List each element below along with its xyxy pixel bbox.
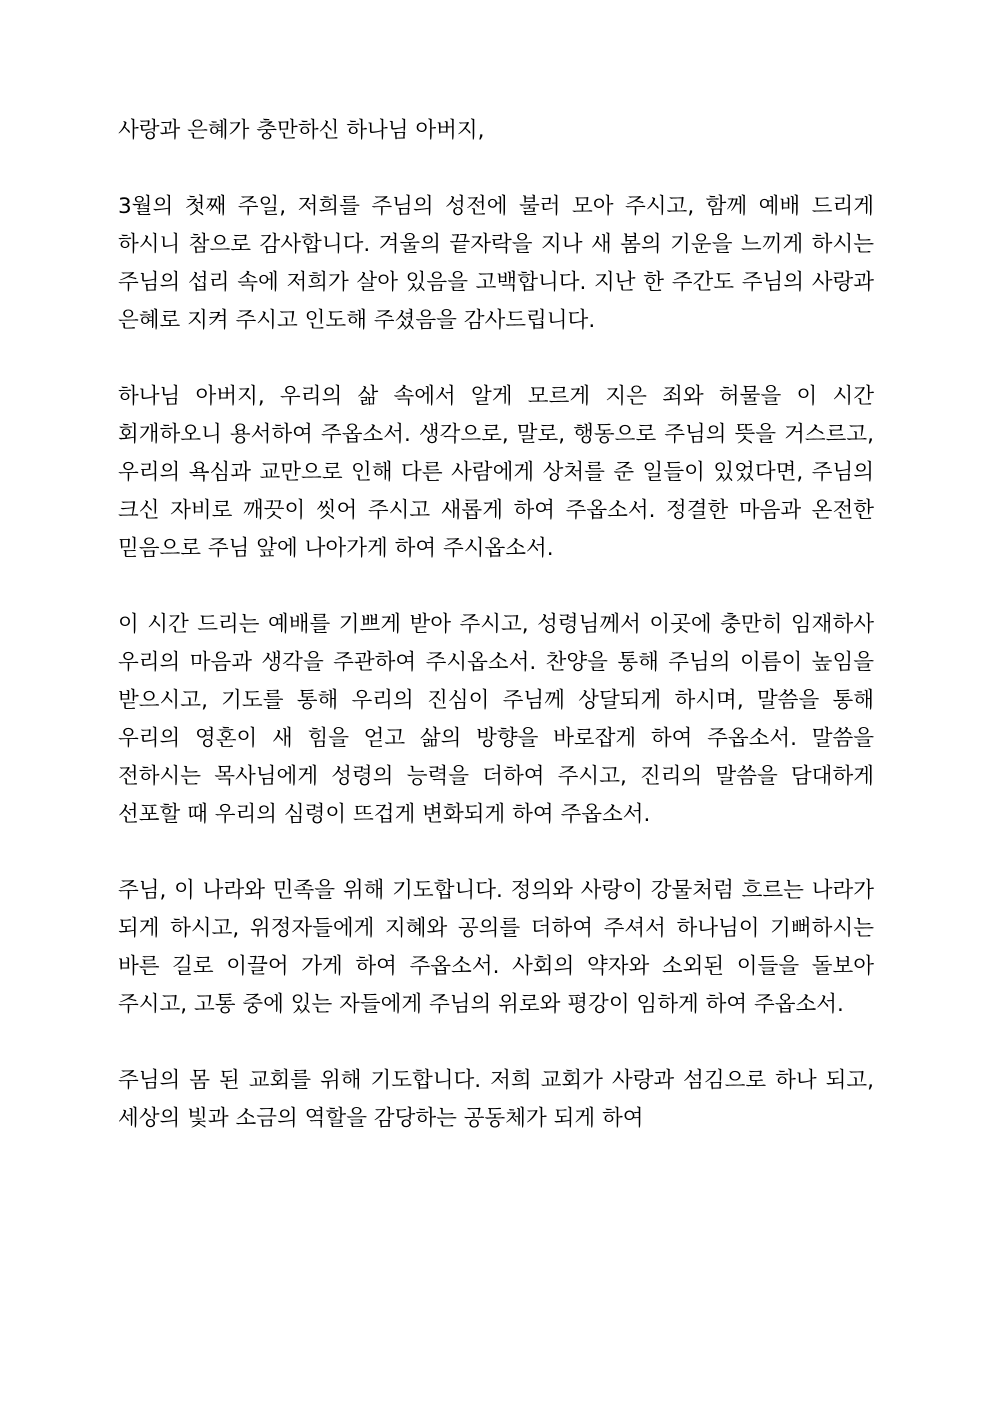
paragraph-repentance: 하나님 아버지, 우리의 삶 속에서 알게 모르게 지은 죄와 허물을 이 시간 회개하오니 용서하여 주옵소서. 생각으로, 말로, 행동으로 주님의 뜻을 거스르고, 우리의 욕심과 교만으로 인해 다른 사람에게 상처를 준 일들이 있었다면, 주님의 크신 자비로 깨끗이 씻어 주시고 새롭게 하여 주옵소서. 정결한 마음과 온전한 믿음으로 주님 앞에 나아가게 하여 주시옵소서. bbox=[118, 384, 874, 561]
paragraph-thanksgiving: 3월의 첫째 주일, 저희를 주님의 성전에 불러 모아 주시고, 함께 예배 드리게 하시니 참으로 감사합니다. 겨울의 끝자락을 지나 새 봄의 기운을 느끼게 하시는 주님의 섭리 속에 저희가 살아 있음을 고백합니다. 지난 한 주간도 주님의 사랑과 은혜로 지켜 주시고 인도해 주셨음을 감사드립니다. bbox=[118, 194, 874, 333]
paragraph-greeting: 사랑과 은혜가 충만하신 하나님 아버지, bbox=[118, 118, 485, 143]
paragraph-church: 주님의 몸 된 교회를 위해 기도합니다. 저희 교회가 사랑과 섬김으로 하나 되고, 세상의 빛과 소금의 역할을 감당하는 공동체가 되게 하여 bbox=[118, 1068, 874, 1131]
paragraph-worship: 이 시간 드리는 예배를 기쁘게 받아 주시고, 성령님께서 이곳에 충만히 임재하사 우리의 마음과 생각을 주관하여 주시옵소서. 찬양을 통해 주님의 이름이 높임을 받으시고, 기도를 통해 우리의 진심이 주님께 상달되게 하시며, 말씀을 통해 우리의 영혼이 새 힘을 얻고 삶의 방향을 바로잡게 하여 주옵소서. 말씀을 전하시는 목사님에게 성령의 능력을 더하여 주시고, 진리의 말씀을 담대하게 선포할 때 우리의 심령이 뜨겁게 변화되게 하여 주옵소서. bbox=[118, 612, 874, 827]
prayer-text bbox=[118, 112, 874, 1138]
paragraph-nation: 주님, 이 나라와 민족을 위해 기도합니다. 정의와 사랑이 강물처럼 흐르는 나라가 되게 하시고, 위정자들에게 지혜와 공의를 더하여 주셔서 하나님이 기뻐하시는 바른 길로 이끌어 가게 하여 주옵소서. 사회의 약자와 소외된 이들을 돌보아 주시고, 고통 중에 있는 자들에게 주님의 위로와 평강이 임하게 하여 주옵소서. bbox=[118, 878, 874, 1017]
